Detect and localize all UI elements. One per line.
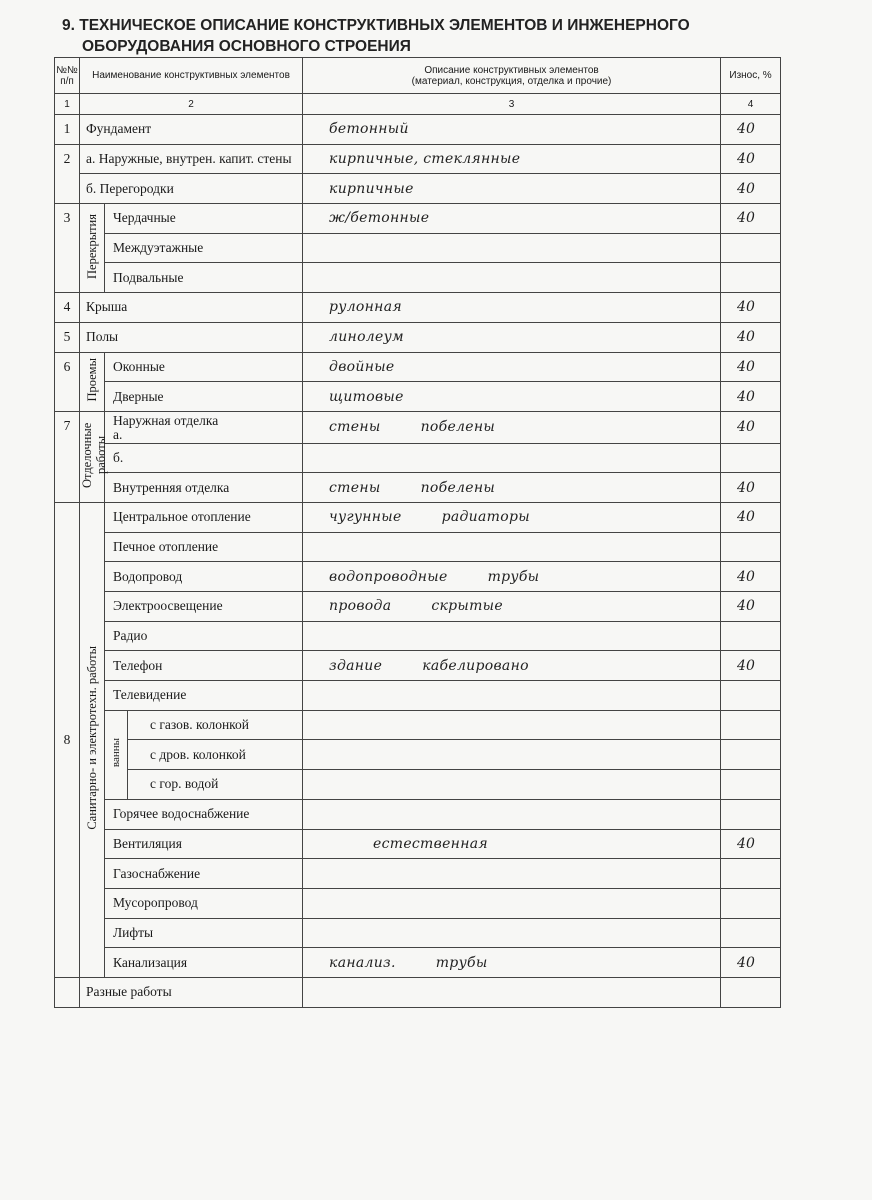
element-name: с дров. колонкой — [128, 740, 303, 770]
element-wear[interactable]: 40 — [721, 411, 781, 443]
col-num-3: 3 — [303, 94, 721, 115]
header-row — [55, 58, 781, 94]
table-row — [55, 174, 781, 204]
element-name: Оконные — [105, 352, 303, 382]
group-label-text: Санитарно- и электротехн. работы — [85, 646, 99, 830]
row-number: 7 — [55, 411, 80, 502]
element-name: Телевидение — [105, 681, 303, 711]
table-row — [55, 592, 781, 622]
element-name: Подвальные — [105, 263, 303, 293]
element-wear[interactable] — [721, 681, 781, 711]
element-wear[interactable]: 40 — [721, 651, 781, 681]
row-number: 1 — [55, 115, 80, 145]
element-wear[interactable]: 40 — [721, 473, 781, 503]
group-label — [80, 502, 105, 977]
element-description[interactable]: двойные — [303, 352, 721, 382]
element-wear[interactable] — [721, 621, 781, 651]
element-description[interactable] — [303, 770, 721, 800]
element-name: Полы — [80, 322, 303, 352]
group-label — [80, 352, 105, 411]
element-description[interactable] — [303, 532, 721, 562]
element-description[interactable]: бетонный — [303, 115, 721, 145]
row-number: 4 — [55, 293, 80, 323]
element-name: Горячее водоснабжение — [105, 799, 303, 829]
table-row — [55, 918, 781, 948]
element-wear[interactable]: 40 — [721, 562, 781, 592]
description-part: скрытые — [431, 598, 503, 615]
table-row — [55, 948, 781, 978]
element-wear[interactable] — [721, 740, 781, 770]
element-name: Вентиляция — [105, 829, 303, 859]
element-name: Междуэтажные — [105, 233, 303, 263]
description-part: трубы — [487, 568, 540, 585]
element-name: Лифты — [105, 918, 303, 948]
element-name: Канализация — [105, 948, 303, 978]
element-name: а. Наружные, внутрен. капит. стены — [80, 144, 303, 174]
header-col-description-line2: (материал, конструкция, отделка и прочие) — [411, 75, 612, 87]
description-part: канализ. — [329, 954, 396, 971]
table-row — [55, 352, 781, 382]
table-row — [55, 204, 781, 234]
table-row — [55, 621, 781, 651]
header-col-name: Наименование конструктивных элементов — [80, 58, 303, 94]
subgroup-label — [105, 710, 128, 799]
element-wear[interactable] — [721, 977, 781, 1007]
element-description[interactable]: кирпичные, стеклянные — [303, 144, 721, 174]
element-wear[interactable] — [721, 443, 781, 473]
element-name: Чердачные — [105, 204, 303, 234]
description-part: стеклянные — [423, 151, 521, 168]
group-label-text: Перекрытия — [85, 213, 99, 279]
group-label-text: Проемы — [85, 357, 99, 402]
element-wear[interactable] — [721, 888, 781, 918]
element-wear[interactable]: 40 — [721, 948, 781, 978]
element-description[interactable] — [303, 977, 721, 1007]
table-row — [55, 115, 781, 145]
element-wear[interactable]: 40 — [721, 204, 781, 234]
group-label — [80, 411, 108, 502]
element-name: с гор. водой — [128, 770, 303, 800]
element-wear[interactable] — [721, 799, 781, 829]
table-row — [55, 144, 781, 174]
element-name: Электроосвещение — [105, 592, 303, 622]
description-part: кабелировано — [422, 657, 529, 674]
element-wear[interactable] — [721, 233, 781, 263]
element-name: Дверные — [105, 382, 303, 412]
description-part: кирпичные — [329, 151, 414, 168]
col-num-1: 1 — [55, 94, 80, 115]
description-part: побелены — [420, 419, 496, 436]
element-wear[interactable]: 40 — [721, 592, 781, 622]
table-row — [55, 651, 781, 681]
title-line-2: ОБОРУДОВАНИЯ ОСНОВНОГО СТРОЕНИЯ — [82, 38, 411, 55]
description-part: стены — [329, 479, 381, 496]
title-line-1: 9. ТЕХНИЧЕСКОЕ ОПИСАНИЕ КОНСТРУКТИВНЫХ ЭЛЕМЕНТОВ И ИНЖЕНЕРНОГО — [62, 17, 690, 34]
col-num-4: 4 — [721, 94, 781, 115]
element-wear[interactable]: 40 — [721, 115, 781, 145]
table-row — [55, 293, 781, 323]
element-wear[interactable] — [721, 263, 781, 293]
element-description[interactable] — [303, 710, 721, 740]
description-part: чугунные — [329, 509, 402, 526]
element-name: Разные работы — [80, 977, 303, 1007]
element-description[interactable] — [303, 681, 721, 711]
element-wear[interactable]: 40 — [721, 382, 781, 412]
element-name: Печное отопление — [105, 532, 303, 562]
element-description[interactable] — [303, 740, 721, 770]
row-number — [55, 977, 80, 1007]
description-part: водопроводные — [329, 568, 448, 585]
element-description[interactable]: щитовые — [303, 382, 721, 412]
element-name: Фундамент — [80, 115, 303, 145]
element-name: Внутренняя отделка — [105, 473, 303, 503]
header-col-description-line1: Описание конструктивных элементов — [424, 64, 599, 76]
element-description[interactable] — [303, 562, 721, 592]
element-name-line: Наружная отделка — [113, 413, 219, 429]
element-name — [105, 411, 303, 443]
element-description[interactable] — [303, 263, 721, 293]
element-description[interactable] — [303, 443, 721, 473]
table-row — [55, 473, 781, 503]
table-row — [55, 977, 781, 1007]
header-col-wear: Износ, % — [721, 58, 781, 94]
element-wear[interactable]: 40 — [721, 144, 781, 174]
element-name: с газов. колонкой — [128, 710, 303, 740]
table-row — [55, 710, 781, 740]
table-row — [55, 799, 781, 829]
header-col-number: №№ п/п — [55, 58, 80, 94]
table-row — [55, 770, 781, 800]
element-description[interactable] — [303, 799, 721, 829]
element-name: Водопровод — [105, 562, 303, 592]
row-number: 3 — [55, 204, 80, 293]
row-number: 2 — [55, 144, 80, 203]
description-part: побелены — [420, 479, 496, 496]
table-row — [55, 322, 781, 352]
element-description[interactable]: рулонная — [303, 293, 721, 323]
element-wear[interactable]: 40 — [721, 502, 781, 532]
table-row — [55, 502, 781, 532]
element-name: Радио — [105, 621, 303, 651]
element-description[interactable] — [303, 948, 721, 978]
table-row — [55, 532, 781, 562]
element-wear[interactable]: 40 — [721, 829, 781, 859]
table-row — [55, 562, 781, 592]
page-title — [62, 15, 690, 57]
element-wear[interactable] — [721, 770, 781, 800]
element-wear[interactable] — [721, 710, 781, 740]
table-row — [55, 740, 781, 770]
table-row — [55, 382, 781, 412]
element-description[interactable] — [303, 888, 721, 918]
group-label-text: Отделочные работы — [80, 422, 108, 488]
description-part: здание — [329, 657, 383, 674]
element-name: Газоснабжение — [105, 859, 303, 889]
description-part: провода — [329, 598, 392, 615]
table-row — [55, 829, 781, 859]
table-row — [55, 681, 781, 711]
element-description[interactable] — [303, 651, 721, 681]
element-name: Центральное отопление — [105, 502, 303, 532]
table-row — [55, 888, 781, 918]
row-number: 6 — [55, 352, 80, 411]
element-name: б. — [105, 443, 303, 473]
element-description[interactable] — [303, 592, 721, 622]
column-number-row — [55, 94, 781, 115]
element-wear[interactable]: 40 — [721, 293, 781, 323]
construction-elements-table — [54, 57, 781, 1008]
element-wear[interactable] — [721, 859, 781, 889]
element-description[interactable]: кирпичные — [303, 174, 721, 204]
element-description[interactable] — [303, 621, 721, 651]
element-name: б. Перегородки — [80, 174, 303, 204]
table-row — [55, 443, 781, 473]
element-description[interactable] — [303, 473, 721, 503]
element-description[interactable] — [303, 411, 721, 443]
description-part: стены — [329, 419, 381, 436]
element-wear[interactable] — [721, 918, 781, 948]
element-wear[interactable]: 40 — [721, 322, 781, 352]
table-row — [55, 411, 781, 443]
row-number: 8 — [55, 502, 80, 977]
table-row — [55, 859, 781, 889]
group-label — [80, 204, 105, 293]
element-name: Мусоропровод — [105, 888, 303, 918]
col-num-2: 2 — [80, 94, 303, 115]
element-name: Телефон — [105, 651, 303, 681]
row-number: 5 — [55, 322, 80, 352]
element-wear[interactable]: 40 — [721, 174, 781, 204]
element-wear[interactable]: 40 — [721, 352, 781, 382]
element-description[interactable] — [303, 918, 721, 948]
table-row — [55, 233, 781, 263]
element-description[interactable] — [303, 233, 721, 263]
description-part: радиаторы — [441, 509, 530, 526]
element-description[interactable]: линолеум — [303, 322, 721, 352]
element-wear[interactable] — [721, 532, 781, 562]
header-col-description — [303, 58, 721, 94]
element-description[interactable]: естественная — [303, 829, 721, 859]
element-description[interactable] — [303, 502, 721, 532]
subgroup-label-text: ванны — [110, 738, 122, 768]
element-description[interactable] — [303, 859, 721, 889]
description-part: трубы — [435, 954, 488, 971]
element-description[interactable]: ж/бетонные — [303, 204, 721, 234]
table-row — [55, 263, 781, 293]
element-name-line: а. — [113, 427, 123, 443]
element-name: Крыша — [80, 293, 303, 323]
